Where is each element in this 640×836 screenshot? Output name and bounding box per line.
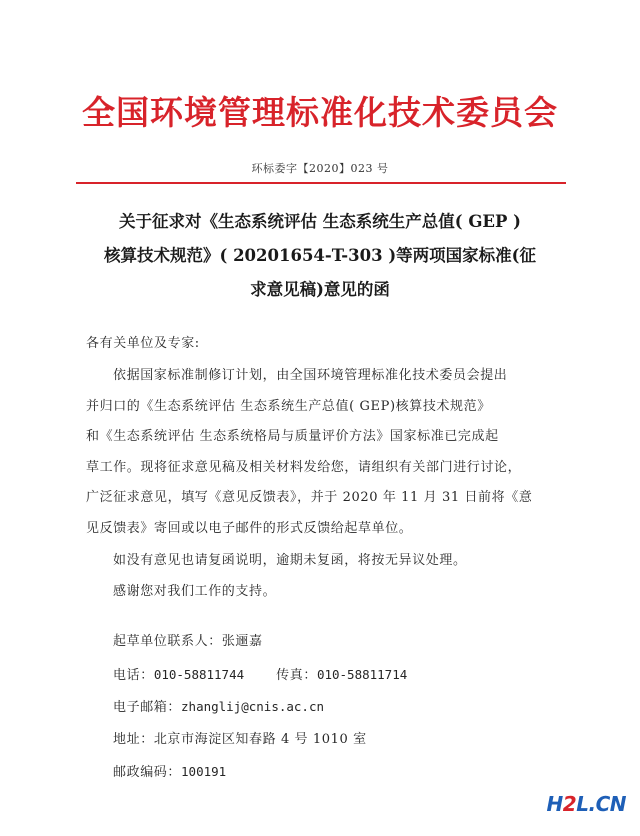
site-watermark-logo bbox=[547, 792, 626, 816]
phone-label: 电话： bbox=[113, 667, 154, 683]
address-value: 北京市海淀区知春路 4 号 1010 室 bbox=[153, 731, 367, 747]
letter-body bbox=[86, 327, 556, 607]
watermark-digit-2: 2 bbox=[562, 792, 577, 816]
paragraph-1 bbox=[86, 361, 556, 544]
watermark-letter-h: H bbox=[546, 792, 563, 816]
email-address[interactable]: zhanglij@cnis.ac.cn bbox=[181, 699, 325, 714]
watermark-dot: . bbox=[588, 792, 596, 816]
contact-person-row bbox=[113, 626, 553, 659]
subject-line-1: 关于征求对《生态系统评估 生态系统生产总值( GEP ) bbox=[119, 212, 521, 231]
paragraph-1-line-3: 和《生态系统评估 生态系统格局与质量评价方法》国家标准已完成起 bbox=[86, 429, 499, 444]
letter-subject bbox=[78, 205, 562, 307]
paragraph-1-line-5: 广泛征求意见，填写《意见反馈表》，并于 2020 年 11 月 31 日前将《意 bbox=[86, 490, 533, 505]
email-label: 电子邮箱： bbox=[113, 700, 182, 715]
contact-person-label: 起草单位联系人： bbox=[113, 634, 222, 649]
fax-number: 010-58811714 bbox=[316, 666, 408, 682]
document-number: 环标委字【2020】023 号 bbox=[251, 162, 389, 175]
postcode-row bbox=[113, 756, 553, 789]
red-header-rule bbox=[76, 182, 566, 184]
salutation: 各有关单位及专家: bbox=[86, 336, 200, 351]
paragraph-1-line-2: 并归口的《生态系统评估 生态系统生产总值( GEP)核算技术规范》 bbox=[86, 398, 491, 414]
phone-fax-row bbox=[113, 659, 553, 692]
contact-block bbox=[113, 626, 553, 789]
organization-title: 全国环境管理标准化技术委员会 bbox=[82, 93, 558, 132]
postcode-label: 邮政编码： bbox=[113, 765, 182, 780]
paragraph-1-line-6: 见反馈表》寄回或以电子邮件的形式反馈给起草单位。 bbox=[86, 520, 413, 536]
subject-line-3: 求意见稿)意见的函 bbox=[250, 280, 390, 299]
postcode-value: 100191 bbox=[181, 764, 227, 779]
email-row bbox=[113, 691, 553, 724]
watermark-letter-l: L bbox=[576, 792, 589, 816]
address-row bbox=[113, 724, 553, 757]
paragraph-2: 如没有意见也请复函说明，逾期未复函，将按无异议处理。 bbox=[113, 553, 467, 568]
subject-line-2: 核算技术规范》( 20201654-T-303 )等两项国家标准(征 bbox=[104, 246, 536, 265]
address-label: 地址： bbox=[113, 731, 154, 747]
watermark-cn: CN bbox=[595, 792, 626, 816]
fax-label: 传真： bbox=[276, 667, 317, 683]
contact-person-name: 张逦嘉 bbox=[221, 634, 263, 649]
phone-number: 010-58811744 bbox=[153, 666, 245, 682]
paragraph-3: 感谢您对我们工作的支持。 bbox=[113, 583, 277, 599]
paragraph-1-line-4: 草工作。现将征求意见稿及相关材料发给您，请组织有关部门进行讨论， bbox=[86, 459, 522, 475]
paragraph-1-line-1: 依据国家标准制修订计划，由全国环境管理标准化技术委员会提出 bbox=[113, 368, 508, 383]
